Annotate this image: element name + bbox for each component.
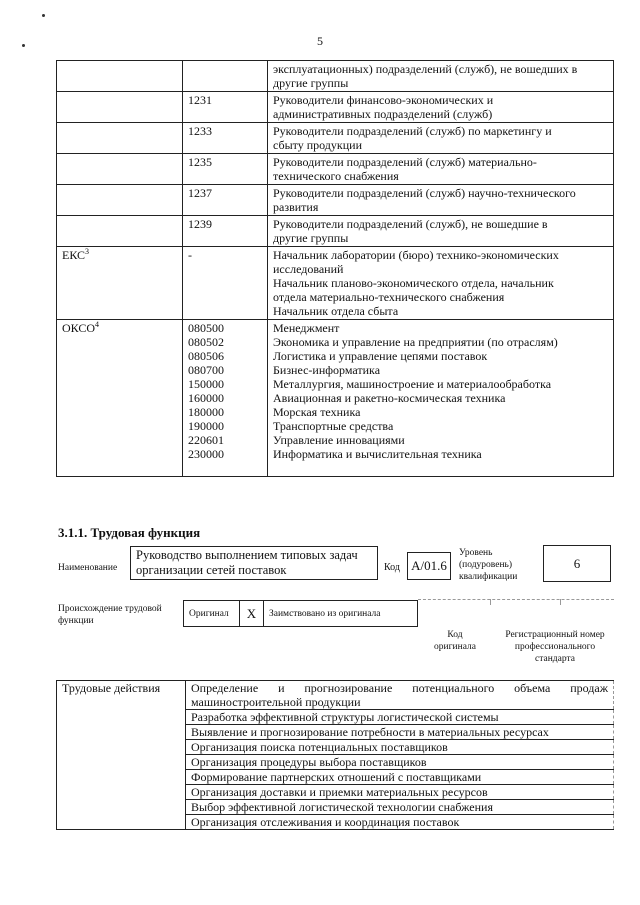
eks-code-cell: - <box>183 247 268 320</box>
name-label: Наименование <box>58 563 118 573</box>
eks-line: Начальник отдела сбыта <box>273 304 399 318</box>
function-name-line: Руководство выполнением типовых задач <box>136 548 358 562</box>
okso-name: Логистика и управление цепями поставок <box>273 349 488 363</box>
title-line: Руководители финансово-экономических и <box>273 93 494 107</box>
classification-title-cell <box>268 61 614 92</box>
okso-footnote-mark: 4 <box>95 320 100 329</box>
title-line: другие группы <box>273 76 349 90</box>
labor-action-cell: Выбор эффективной логистической технологии снабжения <box>186 800 614 815</box>
classification-name-cell <box>57 92 183 123</box>
title-line: Руководители подразделений (служб), не вошедшие в <box>273 217 548 231</box>
function-name-line: организации сетей поставок <box>136 563 287 577</box>
title-line: технического снабжения <box>273 169 399 183</box>
classification-title-cell <box>268 154 614 185</box>
level-value: 6 <box>543 545 611 582</box>
okso-code: 080500 <box>188 321 224 335</box>
labor-action-cell: Организация отслеживания и координация поставок <box>186 815 614 830</box>
eks-footnote-mark: 3 <box>85 247 90 256</box>
title-line: развития <box>273 200 319 214</box>
okso-code: 160000 <box>188 391 224 405</box>
okso-code: 150000 <box>188 377 224 391</box>
okso-name: Бизнес-информатика <box>273 363 381 377</box>
classification-row <box>57 216 614 247</box>
level-label: Уровень (подуровень) квалификации <box>459 548 518 582</box>
classification-row <box>57 92 614 123</box>
eks-line: отдела материально-технического снабжения <box>273 290 505 304</box>
labor-actions-table <box>56 680 614 830</box>
classification-name-cell <box>57 123 183 154</box>
classification-title-cell <box>268 216 614 247</box>
eks-row <box>57 247 614 320</box>
scan-dot <box>42 14 45 17</box>
classification-name-cell <box>57 61 183 92</box>
title-line: другие группы <box>273 231 349 245</box>
okso-name: Информатика и вычислительная техника <box>273 447 482 461</box>
classification-row <box>57 123 614 154</box>
classification-title-cell <box>268 92 614 123</box>
origin-dashed-line <box>418 599 614 600</box>
section-title: 3.1.1. Трудовая функция <box>58 525 201 540</box>
eks-label: ЕКС <box>62 248 86 262</box>
classification-row <box>57 185 614 216</box>
okso-name: Экономика и управление на предприятии (по отраслям) <box>273 335 558 349</box>
title-line: эксплуатационных) подразделений (служб), не вошедших в <box>273 62 578 76</box>
code-label: Код <box>384 562 400 573</box>
okso-code: 080700 <box>188 363 224 377</box>
classification-code-cell: 1233 <box>183 123 268 154</box>
eks-label-cell <box>57 247 183 320</box>
title-line: Руководители подразделений (служб) научно-технического <box>273 186 576 200</box>
okso-code: 080502 <box>188 335 224 349</box>
code-value: А/01.6 <box>407 552 451 580</box>
okso-code: 080506 <box>188 349 224 363</box>
title-line: Руководители подразделений (служб) по маркетингу и <box>273 124 552 138</box>
labor-action-text: Определение и прогнозирование потенциального объема продаж <box>191 681 608 695</box>
origin-label: Происхождение трудовой функции <box>58 604 162 626</box>
borrowed-label: Заимствовано из оригинала <box>264 600 418 627</box>
labor-action-cell: Выявление и прогнозирование потребности в материальных ресурсах <box>186 725 614 740</box>
okso-code: 220601 <box>188 433 224 447</box>
code-original-caption: Код оригинала <box>434 630 476 652</box>
classification-code-cell: 1239 <box>183 216 268 247</box>
labor-action-cell <box>186 681 614 710</box>
okso-code: 190000 <box>188 419 224 433</box>
okso-name: Менеджмент <box>273 321 340 335</box>
classification-table <box>56 60 614 477</box>
okso-name: Морская техника <box>273 405 361 419</box>
classification-code-cell: 1235 <box>183 154 268 185</box>
okso-label: ОКСО <box>62 321 96 335</box>
classification-row <box>57 154 614 185</box>
okso-name: Управление инновациями <box>273 433 405 447</box>
classification-name-cell <box>57 185 183 216</box>
okso-spacer <box>273 461 608 475</box>
okso-name: Транспортные средства <box>273 419 394 433</box>
original-label: Оригинал <box>183 600 240 627</box>
okso-label-cell <box>57 320 183 477</box>
eks-line: Начальник планово-экономического отдела, начальник <box>273 276 554 290</box>
okso-name: Металлургия, машиностроение и материалообработка <box>273 377 552 391</box>
function-name-box <box>130 546 378 580</box>
page-number: 5 <box>317 34 323 48</box>
classification-name-cell <box>57 216 183 247</box>
eks-title-cell <box>268 247 614 320</box>
okso-code: 180000 <box>188 405 224 419</box>
labor-action-cell: Организация доставки и приемки материальных ресурсов <box>186 785 614 800</box>
labor-action-cell: Организация поиска потенциальных поставщиков <box>186 740 614 755</box>
labor-action-cell: Формирование партнерских отношений с поставщиками <box>186 770 614 785</box>
origin-row <box>183 600 418 627</box>
okso-names-cell <box>268 320 614 477</box>
classification-code-cell: 1231 <box>183 92 268 123</box>
labor-action-cell: Разработка эффективной структуры логистической системы <box>186 710 614 725</box>
okso-codes-cell <box>183 320 268 477</box>
title-line: Руководители подразделений (служб) материально- <box>273 155 537 169</box>
registration-number-caption: Регистрационный номер профессионального стандарта <box>505 630 605 664</box>
eks-line: исследований <box>273 262 344 276</box>
classification-title-cell <box>268 185 614 216</box>
classification-name-cell <box>57 154 183 185</box>
tick-mark <box>560 599 561 605</box>
labor-action-row <box>57 681 614 710</box>
classification-code-cell: 1237 <box>183 185 268 216</box>
eks-line: Начальник лаборатории (бюро) технико-экономических <box>273 248 559 262</box>
okso-code: 230000 <box>188 447 224 461</box>
okso-name: Авиационная и ракетно-космическая техника <box>273 391 506 405</box>
tick-mark <box>490 599 491 605</box>
original-mark: X <box>240 600 264 627</box>
classification-row <box>57 61 614 92</box>
labor-action-text: машиностроительной продукции <box>191 695 361 709</box>
title-line: административных подразделений (служб) <box>273 107 493 121</box>
okso-row <box>57 320 614 477</box>
classification-title-cell <box>268 123 614 154</box>
classification-code-cell <box>183 61 268 92</box>
labor-action-cell: Организация процедуры выбора поставщиков <box>186 755 614 770</box>
labor-actions-label: Трудовые действия <box>57 681 186 830</box>
title-line: сбыту продукции <box>273 138 363 152</box>
